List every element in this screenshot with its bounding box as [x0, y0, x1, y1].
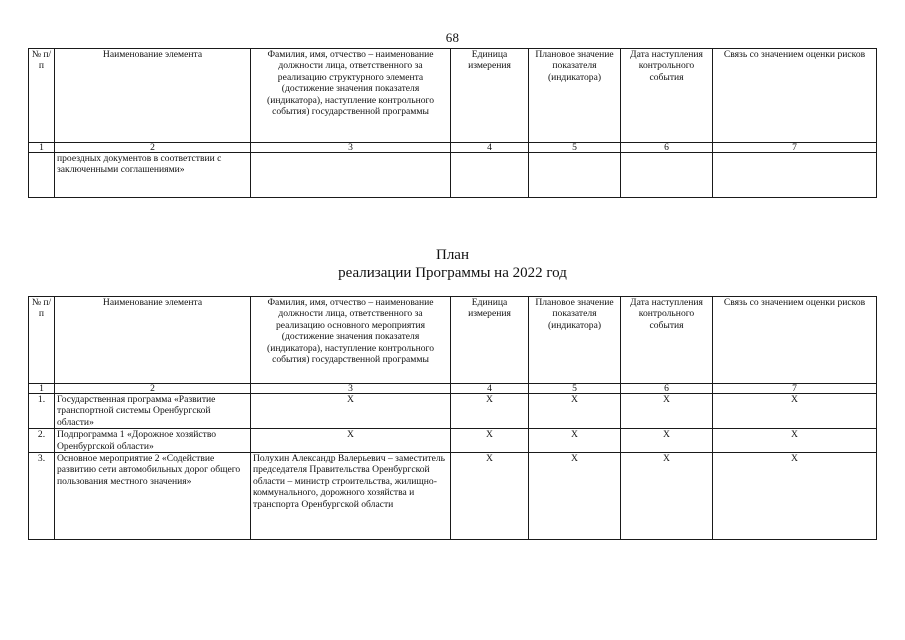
cell-unit: X [451, 429, 529, 453]
cell-planned-value [529, 153, 621, 198]
cell-unit: X [451, 453, 529, 540]
header-element-name: Наименование элемента [55, 297, 251, 384]
cell-risk-link: X [713, 394, 877, 429]
header-planned-value: Плановое значение показателя (индикатора) [529, 49, 621, 143]
cell-number: 2. [29, 429, 55, 453]
cell-risk-link: X [713, 453, 877, 540]
cell-element-name: Государственная программа «Развитие транспортной системы Оренбургской области» [55, 394, 251, 429]
column-number: 6 [621, 384, 713, 394]
table-row [29, 153, 877, 198]
column-number: 5 [529, 384, 621, 394]
header-event-date: Дата наступления контрольного события [621, 297, 713, 384]
cell-element-name: Основное мероприятие 2 «Содействие развитию сети автомобильных дорог общего пользования местного значения» [55, 453, 251, 540]
header-risk-link: Связь со значением оценки рисков [713, 49, 877, 143]
cell-number: 1. [29, 394, 55, 429]
column-number: 3 [251, 384, 451, 394]
cell-planned-value: X [529, 453, 621, 540]
cell-risk-link: X [713, 429, 877, 453]
cell-number [29, 153, 55, 198]
column-number: 1 [29, 384, 55, 394]
column-number: 6 [621, 143, 713, 153]
cell-planned-value: X [529, 394, 621, 429]
cell-responsible-person: X [251, 429, 451, 453]
cell-responsible-person [251, 153, 451, 198]
header-number: № п/п [29, 297, 55, 384]
table-row [29, 453, 877, 540]
cell-event-date [621, 153, 713, 198]
cell-event-date: X [621, 429, 713, 453]
column-number-row [29, 384, 877, 394]
cell-number: 3. [29, 453, 55, 540]
program-plan-table [28, 296, 877, 540]
cell-responsible-person: X [251, 394, 451, 429]
header-responsible-person: Фамилия, имя, отчество – наименование должности лица, ответственного за реализацию основного мероприятия (достижение значения показателя (индикатора), наступление контрольного события) государственной программы [251, 297, 451, 384]
plan-title-line1: План [435, 247, 469, 263]
header-risk-link: Связь со значением оценки рисков [713, 297, 877, 384]
responsibility-table-continued [28, 48, 877, 198]
column-number: 1 [29, 143, 55, 153]
header-responsible-person: Фамилия, имя, отчество – наименование должности лица, ответственного за реализацию структурного элемента (достижение значения показателя (индикатора), наступление контрольного события) государственной программы [251, 49, 451, 143]
column-number-row [29, 143, 877, 153]
cell-unit [451, 153, 529, 198]
header-planned-value: Плановое значение показателя (индикатора) [529, 297, 621, 384]
header-unit: Единица измерения [451, 49, 529, 143]
table-header-row [29, 297, 877, 384]
table-header-row [29, 49, 877, 143]
column-number: 2 [55, 384, 251, 394]
table-row [29, 394, 877, 429]
column-number: 2 [55, 143, 251, 153]
column-number: 7 [713, 384, 877, 394]
cell-event-date: X [621, 453, 713, 540]
table-row [29, 429, 877, 453]
plan-title-line2: реализации Программы на 2022 год [338, 265, 567, 281]
header-unit: Единица измерения [451, 297, 529, 384]
column-number: 7 [713, 143, 877, 153]
column-number: 3 [251, 143, 451, 153]
column-number: 4 [451, 143, 529, 153]
cell-event-date: X [621, 394, 713, 429]
cell-responsible-person: Полухин Александр Валерьевич – заместитель председателя Правительства Оренбургской области – министр строительства, жилищно-коммунального, дорожного хозяйства и транспорта Оренбургской области [251, 453, 451, 540]
page-number: 68 [445, 30, 460, 45]
column-number: 4 [451, 384, 529, 394]
column-number: 5 [529, 143, 621, 153]
cell-planned-value: X [529, 429, 621, 453]
cell-unit: X [451, 394, 529, 429]
plan-title [0, 246, 905, 282]
header-element-name: Наименование элемента [55, 49, 251, 143]
header-event-date: Дата наступления контрольного события [621, 49, 713, 143]
cell-element-name: Подпрограмма 1 «Дорожное хозяйство Оренбургской области» [55, 429, 251, 453]
header-number: № п/п [29, 49, 55, 143]
cell-element-name: проездных документов в соответствии с заключенными соглашениями» [55, 153, 251, 198]
cell-risk-link [713, 153, 877, 198]
